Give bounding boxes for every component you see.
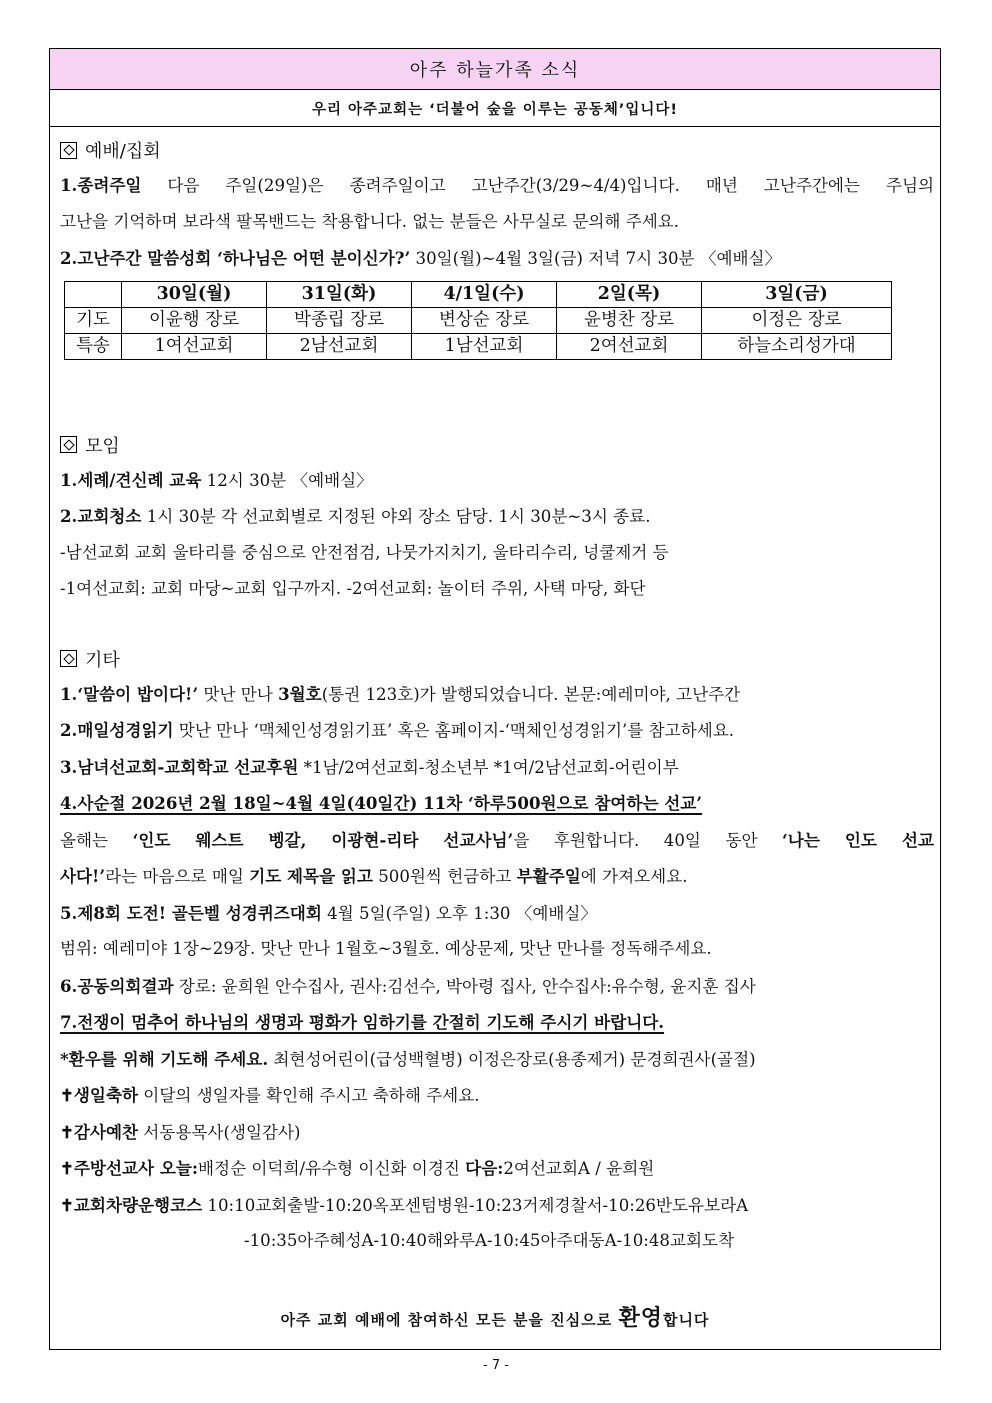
item-title: 2.매일성경읽기 [60,720,174,740]
item-text: 을 후원합니다. 40일 동안 [513,830,783,850]
diamond-box-icon [60,142,77,159]
section-title: 예배/집회 [85,141,161,162]
newsletter-title: 아주 하늘가족 소식 [50,49,940,90]
item-text: 배정순 이덕희/유수형 이신화 이경진 [198,1159,466,1178]
newsletter-content [50,127,940,1260]
newsletter-subtitle: 우리 아주교회는 ‘더불어 숲을 이루는 공동체’입니다! [50,90,940,127]
item-title: 1.세례/견신례 교육 [60,469,202,490]
etc-item-6 [60,968,934,1005]
item-title: 감사예찬 [73,1121,139,1142]
item-text: 라는 마음으로 매일 [105,867,250,886]
newsletter-frame [49,48,941,1350]
meeting-item-2-sub-1: -남선교회 교회 울타리를 중심으로 안전점검, 나뭇가지치기, 울타리수리, 넝쿨제거 등 [60,542,669,562]
table-cell: 윤병찬 장로 [557,307,702,333]
item-text: (통권 123호)가 발행되었습니다. 본문:예레미야, 고난주간 [321,684,741,704]
table-cell: 하늘소리성가대 [702,333,892,359]
item-text: *1남/2여선교회-청소년부 *1여/2남선교회-어린이부 [298,757,679,777]
item-text: 맛난 만나 ‘맥체인성경읽기표’ 혹은 홈페이지-‘맥체인성경읽기’를 참고하세요. [173,721,735,740]
table-header-cell: 3일(금) [702,281,892,307]
item-text: 최현성어린이(급성백혈병) 이정은장로(용종제거) 문경희권사(골절) [268,1049,756,1069]
worship-item-1-cont: 고난을 기억하며 보라색 팔목밴드는 착용합니다. 없는 분들은 사무실로 문의해 주세요. [60,211,680,231]
item-bold: 다음: [465,1158,504,1178]
worship-item-2 [60,240,934,277]
item-text: 에 가져오세요. [580,867,688,886]
item-bold: 사다!’ [60,866,106,886]
section-heading-etc [60,642,934,676]
row-label: 특송 [65,333,122,359]
item-text: 다음 주일(29일)은 종려주일이고 고난주간(3/29~4/4)입니다. 매년 고난주간에는 주님의 [141,176,934,195]
item-text: 1시 30분 각 선교회별로 지정된 야외 장소 담당. 1시 30분~3시 종료. [141,507,651,526]
item-text: 12시 30분 〈예배실〉 [201,470,373,490]
item-title: 교회차량운행코스 [73,1194,203,1215]
table-header-cell: 30일(월) [122,281,267,307]
etc-item-2 [60,712,934,749]
table-row [65,333,892,359]
item-title: *환우를 위해 기도해 주세요. [60,1048,269,1069]
bus-route [60,1187,934,1224]
section-heading-meetings [60,428,934,462]
bus-route-cont: -10:35아주혜성A-10:40해와루A-10:45아주대동A-10:48교회도착 [244,1231,735,1250]
meeting-item-2 [60,498,934,535]
cross-icon: ✝ [60,1158,74,1178]
item-bold: 부활주일 [516,866,581,886]
page-number: - 7 - [483,1358,509,1373]
item-bold: 3월호 [278,683,322,704]
cross-icon: ✝ [60,1194,74,1215]
item-text: 4월 5일(주일) 오후 1:30 〈예배실〉 [321,903,598,923]
item-text: 이달의 생일자를 확인해 주시고 축하해 주세요. [138,1086,480,1105]
meeting-item-2-sub-2: -1여선교회: 교회 마당~교회 입구까지. -2여선교회: 놀이터 주위, 사택 마당, 화단 [60,579,646,598]
table-cell: 1남선교회 [412,333,557,359]
item-text: 30일(월)~4월 3일(금) 저녁 7시 30분 〈예배실〉 [410,249,782,268]
table-header-cell: 31일(화) [267,281,412,307]
item-bold: 기도 제목을 읽고 [249,866,373,886]
etc-item-4-body-2 [60,858,934,895]
item-text: 2여선교회A / 윤희원 [503,1159,655,1178]
item-text: 서동용목사(생일감사) [138,1122,301,1142]
item-title: 1.종려주일 [60,175,142,195]
etc-item-4-body-1 [60,822,934,859]
item-bold: ‘나는 인도 선교 [782,829,934,850]
etc-item-1 [60,676,934,713]
item-title: 4.사순절 2026년 2월 18일~4월 4일(40일간) 11차 ‘하루500원으로 참여하는 선교’ [60,793,703,813]
thanks-notice [60,1114,934,1151]
item-title: 7.전쟁이 멈추어 하나님의 생명과 평화가 임하기를 간절히 기도해 주시기 바랍니다. [60,1012,665,1032]
item-text: 맛난 만나 [198,684,279,704]
etc-item-7 [60,1004,934,1041]
schedule-table [64,281,892,360]
row-label: 기도 [65,307,122,333]
item-title: 주방선교사 [73,1158,155,1178]
item-text: 10:10교회출발-10:20옥포센텀병원-10:23거제경찰서-10:26반도유보라A [202,1195,749,1215]
meeting-item-1 [60,462,934,499]
item-text: 500원씩 헌금하고 [372,867,517,886]
welcome-message [50,1301,940,1332]
item-title: 5.제8회 도전! 골든벨 성경퀴즈대회 [60,902,322,923]
table-header-cell: 4/1일(수) [412,281,557,307]
welcome-text: 아주 교회 예배에 참여하신 모든 분을 진심으로 [280,1311,619,1329]
item-bold: 오늘: [154,1158,199,1178]
table-header-row [65,281,892,307]
item-title: 6.공동의회결과 [60,975,174,996]
item-bold: ‘인도 웨스트 벵갈, 이광현-리타 선교사님’ [132,829,514,850]
table-corner [65,281,122,307]
etc-item-5-sub: 범위: 예레미야 1장~29장. 맛난 만나 1월호~3월호. 예상문제, 맛난 만나를 정독해주세요. [60,939,712,958]
worship-item-1 [60,167,934,204]
item-text: 장로: 윤희원 안수집사, 권사:김선수, 박아령 집사, 안수집사:유수형, 윤지훈 집사 [173,976,756,996]
cross-icon: ✝ [60,1121,74,1142]
table-row [65,307,892,333]
table-cell: 변상순 장로 [412,307,557,333]
table-header-cell: 2일(목) [557,281,702,307]
etc-item-5 [60,895,934,932]
item-title: 생일축하 [73,1085,139,1105]
welcome-emphasis: 환영 [618,1306,663,1331]
table-cell: 이윤행 장로 [122,307,267,333]
table-cell: 이정은 장로 [702,307,892,333]
birthday-notice [60,1077,934,1114]
table-cell: 박종립 장로 [267,307,412,333]
section-title: 기타 [85,649,120,671]
section-title: 모임 [85,435,120,457]
etc-item-3 [60,749,934,786]
welcome-text: 합니다 [662,1311,710,1329]
item-text: 올해는 [60,830,133,850]
section-heading-worship [60,133,934,167]
table-cell: 2여선교회 [557,333,702,359]
item-title: 2.고난주간 말씀성회 ‘하나님은 어떤 분이신가?’ [60,248,411,268]
table-cell: 2남선교회 [267,333,412,359]
diamond-box-icon [60,436,77,453]
table-cell: 1여선교회 [122,333,267,359]
diamond-box-icon [60,650,77,667]
cross-icon: ✝ [60,1085,74,1105]
prayer-request [60,1041,934,1078]
kitchen-notice [60,1150,934,1187]
etc-item-4 [60,785,934,822]
item-title: 3.남녀선교회-교회학교 선교후원 [60,756,299,777]
item-title: 1.‘말씀이 밥이다!’ [60,683,199,704]
item-title: 2.교회청소 [60,506,142,526]
